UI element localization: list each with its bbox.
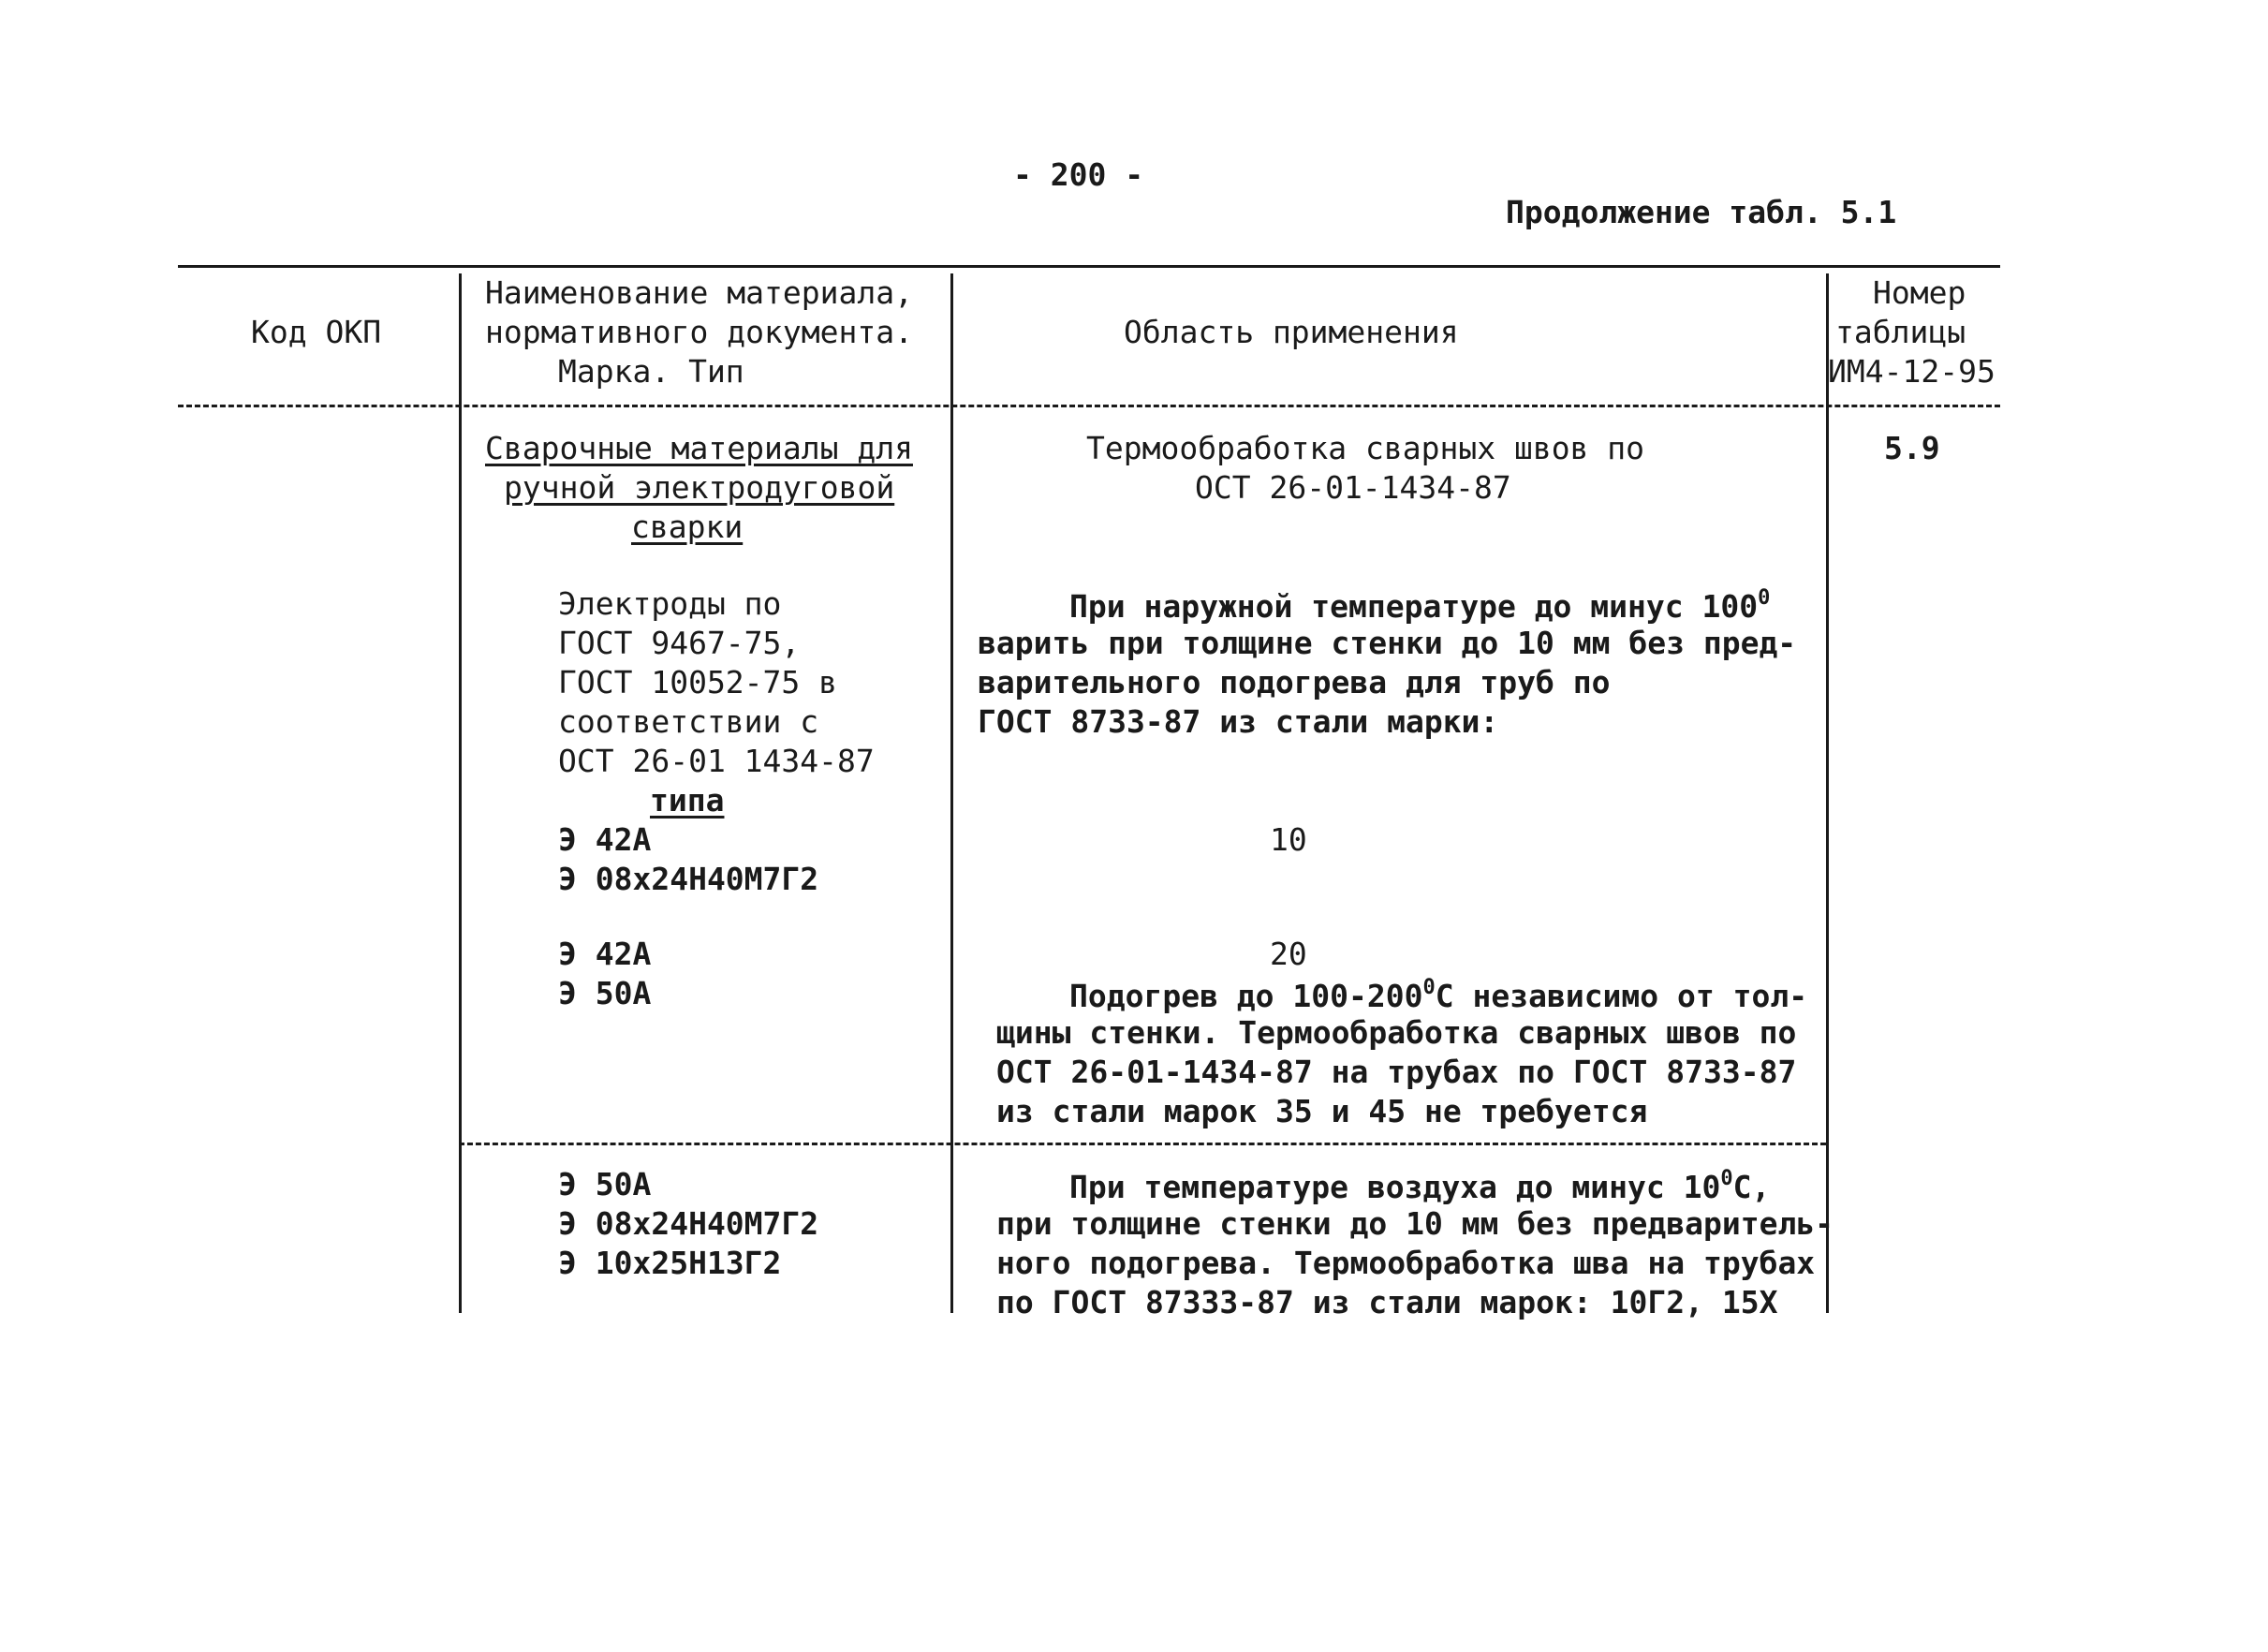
section2-area-line-4: по ГОСТ 87333-87 из стали марок: 10Г2, 15Х (996, 1284, 1778, 1320)
section-title-line-2: ручной электродуговой (504, 469, 895, 506)
electrodes-line-4: соответствии с (558, 703, 819, 740)
steel-grade-10: 10 (1270, 821, 1307, 858)
electrode-type-3: Э 42А (558, 936, 652, 972)
section2-area-line-1 (1069, 1167, 1771, 1205)
header-name-line-1: Наименование материала, (485, 274, 913, 311)
section2-area-line-2: при толщине стенки до 10 мм без предваритель- (996, 1205, 1834, 1242)
area-line-7-text-b: С независимо от тол- (1435, 978, 1808, 1014)
section2-type-2: Э 08х24Н40М7Г2 (558, 1205, 819, 1242)
electrodes-line-3: ГОСТ 10052-75 в (558, 664, 838, 701)
type-label: типа (650, 782, 725, 819)
section2-type-1: Э 50А (558, 1166, 652, 1202)
continuation-label: Продолжение табл. 5.1 (1506, 194, 1897, 230)
electrodes-line-5: ОСТ 26-01 1434-87 (558, 743, 875, 779)
electrodes-line-1: Электроды по (558, 585, 782, 622)
electrode-type-2: Э 08х24Н40М7Г2 (558, 861, 819, 897)
header-number-line-1: Номер (1873, 274, 1966, 311)
area-line-7 (1069, 976, 1808, 1014)
table-reference: 5.9 (1884, 430, 1940, 466)
header-separator (178, 405, 2000, 407)
electrodes-line-2: ГОСТ 9467-75, (558, 625, 801, 661)
column-divider-3 (1826, 273, 1829, 1313)
area-line-3 (1069, 586, 1771, 625)
header-number-line-2: таблицы (1835, 314, 1966, 350)
area-line-4: варить при толщине стенки до 10 мм без пред- (978, 625, 1797, 661)
degree-mark-3: 0 (1720, 1167, 1733, 1190)
header-name-line-3: Марка. Тип (558, 353, 744, 390)
area-line-7-text-a: Подогрев до 100-200 (1069, 978, 1423, 1014)
section2-area-line-1-text-b: С, (1732, 1169, 1771, 1205)
degree-mark: 0 (1758, 586, 1771, 610)
steel-grade-20: 20 (1270, 936, 1307, 972)
header-name-line-2: нормативного документа. (485, 314, 913, 350)
section2-type-3: Э 10х25Н13Г2 (558, 1245, 782, 1281)
header-code-okp: Код ОКП (251, 314, 382, 350)
area-line-5: варительного подогрева для труб по (978, 664, 1611, 701)
column-divider-1 (459, 273, 462, 1313)
area-line-1: Термообработка сварных швов по (1086, 430, 1645, 466)
row-separator (459, 1143, 1826, 1145)
header-number-line-3: ИМ4-12-95 (1828, 353, 1996, 390)
electrode-type-1: Э 42А (558, 821, 652, 858)
area-line-2: ОСТ 26-01-1434-87 (1195, 469, 1511, 506)
page-number: - 200 - (1013, 156, 1144, 193)
section-title-line-3: сварки (631, 509, 744, 545)
section2-area-line-3: ного подогрева. Термообработка шва на трубах (996, 1245, 1816, 1281)
area-line-8: щины стенки. Термообработка сварных швов по (996, 1014, 1797, 1051)
section-title-line-1: Сварочные материалы для (485, 430, 913, 466)
area-line-3-text: При наружной температуре до минус 100 (1069, 588, 1759, 625)
area-line-6: ГОСТ 8733-87 из стали марки: (978, 703, 1499, 740)
electrode-type-4: Э 50А (558, 975, 652, 1011)
header-area: Область применения (1124, 314, 1459, 350)
column-divider-2 (950, 273, 953, 1313)
table-top-rule (178, 265, 2000, 268)
area-line-9: ОСТ 26-01-1434-87 на трубах по ГОСТ 8733-87 (996, 1054, 1797, 1090)
degree-mark-2: 0 (1422, 976, 1436, 999)
section2-area-line-1-text-a: При температуре воздуха до минус 10 (1069, 1169, 1721, 1205)
area-line-10: из стали марок 35 и 45 не требуется (996, 1093, 1648, 1129)
